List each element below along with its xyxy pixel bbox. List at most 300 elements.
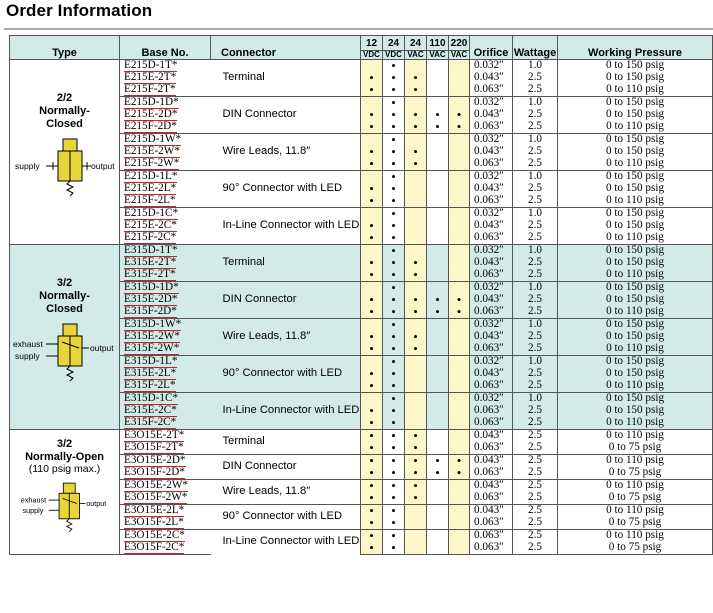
- voltage-dot-24vdc: •: [383, 97, 405, 110]
- col-unit-24vac: VAC: [405, 51, 427, 60]
- pressure-value: 0 to 150 psig: [558, 208, 713, 221]
- voltage-dot-24vac: •: [405, 306, 427, 319]
- col-header-24vdc: 24: [383, 36, 405, 51]
- voltage-empty-220vac: [449, 530, 470, 543]
- voltage-dot-24vdc: •: [383, 331, 405, 343]
- voltage-empty-24vac: [405, 134, 427, 147]
- voltage-dot-110vac: •: [427, 306, 449, 319]
- orifice-value: 0.063″: [470, 195, 513, 208]
- voltage-empty-12vdc: [361, 319, 383, 332]
- valve-schematic-icon: [13, 478, 117, 546]
- voltage-empty-220vac: [449, 171, 470, 184]
- orifice-value: 0.032″: [470, 97, 513, 110]
- orifice-value: 0.043″: [470, 109, 513, 121]
- type-line-2: Normally-: [39, 289, 90, 302]
- voltage-empty-110vac: [427, 442, 449, 455]
- voltage-dot-12vdc: •: [361, 542, 383, 555]
- voltage-empty-110vac: [427, 171, 449, 184]
- pressure-value: 0 to 150 psig: [558, 294, 713, 306]
- voltage-empty-24vac: [405, 195, 427, 208]
- col-header-type: Type: [10, 36, 120, 60]
- connector-cell: In-Line Connector with LED: [211, 393, 361, 430]
- connector-cell: DIN Connector: [211, 282, 361, 319]
- base-number: E3O15E-2W*: [120, 480, 211, 493]
- voltage-dot-24vac: •: [405, 430, 427, 443]
- col-header-24vac: 24: [405, 36, 427, 51]
- pressure-value: 0 to 150 psig: [558, 97, 713, 110]
- base-number: E315D-1L*: [120, 356, 211, 369]
- base-number: E3O15F-2W*: [120, 492, 211, 505]
- voltage-dot-12vdc: •: [361, 442, 383, 455]
- voltage-dot-12vdc: •: [361, 269, 383, 282]
- base-number: E315F-2T*: [120, 269, 211, 282]
- base-number: E215E-2D*: [124, 109, 178, 121]
- base-number: E215F-2T*: [120, 84, 211, 97]
- voltage-empty-24vac: [405, 245, 427, 258]
- voltage-empty-220vac: [449, 158, 470, 171]
- wattage-value: 2.5: [513, 480, 558, 493]
- voltage-empty-24vac: [405, 356, 427, 369]
- voltage-dot-24vdc: •: [383, 430, 405, 443]
- voltage-empty-110vac: [427, 480, 449, 493]
- orifice-value: 0.032″: [470, 60, 513, 73]
- voltage-empty-220vac: [449, 245, 470, 258]
- voltage-dot-24vdc: •: [383, 195, 405, 208]
- voltage-dot-220vac: •: [449, 109, 470, 121]
- voltage-empty-24vac: [405, 319, 427, 332]
- base-number: E315D-1T*: [120, 245, 211, 258]
- pressure-value: 0 to 110 psig: [558, 158, 713, 171]
- type-cell: [10, 245, 120, 430]
- voltage-dot-24vdc: •: [383, 480, 405, 493]
- base-number: E3O15E-2T*: [120, 430, 211, 443]
- voltage-dot-12vdc: •: [361, 417, 383, 430]
- base-number: E215F-2D*: [120, 121, 211, 134]
- type-line-2: Normally-Open: [25, 451, 104, 464]
- voltage-dot-24vac: •: [405, 269, 427, 282]
- wattage-value: 1.0: [513, 134, 558, 147]
- voltage-dot-12vdc: •: [361, 183, 383, 195]
- pressure-value: 0 to 75 psig: [558, 442, 713, 455]
- type-line-1: 2/2: [56, 91, 73, 104]
- voltage-empty-24vac: [405, 517, 427, 530]
- voltage-empty-24vac: [405, 220, 427, 232]
- pressure-value: 0 to 75 psig: [558, 542, 713, 555]
- wattage-value: 2.5: [513, 405, 558, 417]
- voltage-dot-24vdc: •: [383, 121, 405, 134]
- voltage-empty-24vac: [405, 183, 427, 195]
- voltage-dot-24vac: •: [405, 467, 427, 480]
- orifice-value: 0.043″: [470, 146, 513, 158]
- col-header-connector: Connector: [211, 36, 361, 60]
- wattage-value: 1.0: [513, 97, 558, 110]
- voltage-empty-220vac: [449, 72, 470, 84]
- voltage-empty-220vac: [449, 269, 470, 282]
- voltage-dot-220vac: •: [449, 455, 470, 468]
- orifice-value: 0.043″: [470, 257, 513, 269]
- voltage-dot-24vac: •: [405, 442, 427, 455]
- voltage-empty-110vac: [427, 517, 449, 530]
- voltage-dot-12vdc: •: [361, 232, 383, 245]
- voltage-dot-12vdc: •: [361, 158, 383, 171]
- orifice-value: 0.063″: [470, 158, 513, 171]
- orifice-value: 0.063″: [470, 121, 513, 134]
- voltage-dot-24vdc: •: [383, 72, 405, 84]
- pressure-value: 0 to 150 psig: [558, 109, 713, 121]
- base-number: E315E-2W*: [124, 331, 180, 343]
- pressure-value: 0 to 150 psig: [558, 146, 713, 158]
- pressure-value: 0 to 150 psig: [558, 356, 713, 369]
- table-row: [10, 60, 713, 73]
- orifice-value: 0.063″: [470, 530, 513, 543]
- voltage-dot-24vdc: •: [383, 294, 405, 306]
- voltage-dot-12vdc: •: [361, 109, 383, 121]
- exhaust-label: exhaust: [12, 338, 43, 349]
- voltage-empty-220vac: [449, 208, 470, 221]
- orifice-value: 0.063″: [470, 84, 513, 97]
- voltage-empty-220vac: [449, 356, 470, 369]
- type-line-2: Normally-: [39, 104, 90, 117]
- wattage-value: 2.5: [513, 195, 558, 208]
- pressure-value: 0 to 110 psig: [558, 269, 713, 282]
- pressure-value: 0 to 110 psig: [558, 306, 713, 319]
- voltage-dot-24vac: •: [405, 146, 427, 158]
- voltage-dot-110vac: •: [427, 109, 449, 121]
- wattage-value: 1.0: [513, 171, 558, 184]
- type-cell: [10, 430, 120, 555]
- voltage-dot-24vdc: •: [383, 442, 405, 455]
- connector-cell: In-Line Connector with LED: [211, 530, 361, 555]
- pressure-value: 0 to 110 psig: [558, 232, 713, 245]
- voltage-dot-24vdc: •: [383, 109, 405, 121]
- pressure-value: 0 to 110 psig: [558, 84, 713, 97]
- voltage-empty-110vac: [427, 208, 449, 221]
- wattage-value: 2.5: [513, 84, 558, 97]
- orifice-value: 0.043″: [470, 331, 513, 343]
- voltage-empty-110vac: [427, 542, 449, 555]
- base-number: E3O15E-2C*: [120, 530, 211, 543]
- orifice-value: 0.043″: [470, 505, 513, 518]
- orifice-value: 0.063″: [470, 405, 513, 417]
- voltage-empty-12vdc: [361, 393, 383, 406]
- orifice-value: 0.043″: [470, 480, 513, 493]
- voltage-dot-12vdc: •: [361, 220, 383, 232]
- orifice-value: 0.063″: [470, 232, 513, 245]
- pressure-value: 0 to 110 psig: [558, 430, 713, 443]
- wattage-value: 1.0: [513, 393, 558, 406]
- supply-label: supply: [22, 505, 43, 515]
- pressure-value: 0 to 110 psig: [558, 455, 713, 468]
- voltage-empty-110vac: [427, 72, 449, 84]
- col-header-12vdc: 12: [361, 36, 383, 51]
- pressure-value: 0 to 110 psig: [558, 380, 713, 393]
- pressure-value: 0 to 110 psig: [558, 417, 713, 430]
- voltage-empty-110vac: [427, 245, 449, 258]
- orifice-value: 0.063″: [470, 517, 513, 530]
- voltage-dot-24vac: •: [405, 331, 427, 343]
- voltage-dot-24vdc: •: [383, 220, 405, 232]
- voltage-dot-110vac: •: [427, 294, 449, 306]
- connector-cell: Terminal: [211, 245, 361, 282]
- voltage-dot-12vdc: •: [361, 343, 383, 356]
- wattage-value: 2.5: [513, 269, 558, 282]
- pressure-value: 0 to 110 psig: [558, 530, 713, 543]
- voltage-dot-24vdc: •: [383, 368, 405, 380]
- voltage-empty-24vac: [405, 417, 427, 430]
- pressure-value: 0 to 150 psig: [558, 331, 713, 343]
- orifice-value: 0.032″: [470, 393, 513, 406]
- voltage-empty-220vac: [449, 405, 470, 417]
- pressure-value: 0 to 75 psig: [558, 517, 713, 530]
- output-label: output: [85, 498, 106, 508]
- table-row: [10, 430, 713, 443]
- type-line-1: 3/2: [56, 438, 73, 451]
- base-number: E215E-2C*: [124, 220, 177, 232]
- voltage-empty-24vac: [405, 542, 427, 555]
- orifice-value: 0.063″: [470, 492, 513, 505]
- voltage-dot-12vdc: •: [361, 72, 383, 84]
- voltage-dot-24vdc: •: [383, 542, 405, 555]
- voltage-empty-12vdc: [361, 134, 383, 147]
- voltage-empty-110vac: [427, 146, 449, 158]
- voltage-empty-110vac: [427, 331, 449, 343]
- orifice-value: 0.063″: [470, 380, 513, 393]
- connector-cell: In-Line Connector with LED: [211, 208, 361, 245]
- pressure-value: 0 to 110 psig: [558, 121, 713, 134]
- col-header-base: Base No.: [120, 36, 211, 60]
- voltage-empty-110vac: [427, 195, 449, 208]
- output-label: output: [90, 160, 115, 171]
- connector-cell: Terminal: [211, 60, 361, 97]
- voltage-dot-110vac: •: [427, 467, 449, 480]
- voltage-empty-24vac: [405, 380, 427, 393]
- voltage-dot-12vdc: •: [361, 480, 383, 493]
- voltage-dot-12vdc: •: [361, 331, 383, 343]
- voltage-dot-24vdc: •: [383, 380, 405, 393]
- voltage-dot-24vdc: •: [383, 455, 405, 468]
- voltage-empty-24vac: [405, 393, 427, 406]
- voltage-empty-220vac: [449, 282, 470, 295]
- voltage-dot-12vdc: •: [361, 368, 383, 380]
- voltage-dot-12vdc: •: [361, 492, 383, 505]
- connector-cell: DIN Connector: [211, 97, 361, 134]
- voltage-empty-110vac: [427, 393, 449, 406]
- base-number: E315E-2L*: [124, 368, 177, 380]
- base-number: E315D-1W*: [120, 319, 211, 332]
- base-number: E315E-2C*: [124, 405, 177, 417]
- voltage-dot-24vdc: •: [383, 158, 405, 171]
- orifice-value: 0.063″: [470, 542, 513, 555]
- base-number: E215D-1L*: [120, 171, 211, 184]
- voltage-dot-24vac: •: [405, 294, 427, 306]
- voltage-dot-12vdc: •: [361, 306, 383, 319]
- orifice-value: 0.043″: [470, 455, 513, 468]
- voltage-dot-24vdc: •: [383, 257, 405, 269]
- valve-schematic-icon: [13, 133, 117, 213]
- voltage-dot-12vdc: •: [361, 380, 383, 393]
- voltage-dot-24vdc: •: [383, 245, 405, 258]
- orifice-value: 0.032″: [470, 134, 513, 147]
- type-line-1: 3/2: [56, 276, 73, 289]
- voltage-empty-110vac: [427, 417, 449, 430]
- voltage-empty-12vdc: [361, 245, 383, 258]
- type-line-3: Closed: [46, 302, 83, 315]
- valve-schematic-icon: [13, 318, 117, 398]
- voltage-dot-24vdc: •: [383, 356, 405, 369]
- voltage-empty-110vac: [427, 319, 449, 332]
- base-number: E315E-2D*: [124, 294, 178, 306]
- voltage-empty-110vac: [427, 269, 449, 282]
- voltage-dot-24vdc: •: [383, 343, 405, 356]
- voltage-empty-220vac: [449, 319, 470, 332]
- base-number: E215F-2L*: [120, 195, 211, 208]
- wattage-value: 2.5: [513, 232, 558, 245]
- voltage-empty-110vac: [427, 60, 449, 73]
- voltage-dot-12vdc: •: [361, 530, 383, 543]
- voltage-empty-110vac: [427, 380, 449, 393]
- voltage-empty-220vac: [449, 84, 470, 97]
- voltage-empty-110vac: [427, 282, 449, 295]
- voltage-dot-24vac: •: [405, 121, 427, 134]
- pressure-value: 0 to 150 psig: [558, 368, 713, 380]
- pressure-value: 0 to 150 psig: [558, 393, 713, 406]
- pressure-value: 0 to 150 psig: [558, 319, 713, 332]
- connector-cell: 90° Connector with LED: [211, 356, 361, 393]
- voltage-empty-220vac: [449, 505, 470, 518]
- col-header-orifice: Orifice: [470, 36, 513, 60]
- voltage-empty-110vac: [427, 84, 449, 97]
- voltage-dot-24vac: •: [405, 72, 427, 84]
- voltage-empty-24vac: [405, 97, 427, 110]
- voltage-empty-110vac: [427, 97, 449, 110]
- base-number: E315F-2W*: [120, 343, 211, 356]
- voltage-dot-12vdc: •: [361, 84, 383, 97]
- pressure-value: 0 to 110 psig: [558, 480, 713, 493]
- voltage-empty-220vac: [449, 146, 470, 158]
- orifice-value: 0.063″: [470, 343, 513, 356]
- voltage-dot-12vdc: •: [361, 294, 383, 306]
- title-rule: [4, 28, 713, 30]
- voltage-empty-220vac: [449, 417, 470, 430]
- orifice-value: 0.063″: [470, 306, 513, 319]
- type-line-3: Closed: [46, 117, 83, 130]
- voltage-empty-24vac: [405, 208, 427, 221]
- wattage-value: 2.5: [513, 492, 558, 505]
- voltage-empty-220vac: [449, 492, 470, 505]
- col-header-110vac: 110: [427, 36, 449, 51]
- orifice-value: 0.043″: [470, 72, 513, 84]
- voltage-empty-110vac: [427, 492, 449, 505]
- pressure-value: 0 to 75 psig: [558, 467, 713, 480]
- orifice-value: 0.063″: [470, 442, 513, 455]
- col-header-wattage: Wattage: [513, 36, 558, 60]
- voltage-empty-12vdc: [361, 60, 383, 73]
- voltage-empty-110vac: [427, 368, 449, 380]
- base-number: E3O15F-2C*: [120, 542, 211, 555]
- wattage-value: 2.5: [513, 542, 558, 555]
- voltage-dot-220vac: •: [449, 121, 470, 134]
- orifice-value: 0.043″: [470, 430, 513, 443]
- voltage-dot-24vac: •: [405, 257, 427, 269]
- voltage-empty-220vac: [449, 368, 470, 380]
- connector-cell: Wire Leads, 11.8″: [211, 319, 361, 356]
- exhaust-label: exhaust: [20, 495, 46, 505]
- wattage-value: 2.5: [513, 505, 558, 518]
- voltage-dot-24vdc: •: [383, 405, 405, 417]
- voltage-empty-220vac: [449, 60, 470, 73]
- wattage-value: 1.0: [513, 208, 558, 221]
- voltage-empty-110vac: [427, 343, 449, 356]
- voltage-empty-12vdc: [361, 282, 383, 295]
- voltage-dot-12vdc: •: [361, 257, 383, 269]
- wattage-value: 1.0: [513, 319, 558, 332]
- supply-label: supply: [14, 160, 40, 171]
- voltage-empty-220vac: [449, 393, 470, 406]
- voltage-empty-220vac: [449, 220, 470, 232]
- voltage-dot-24vac: •: [405, 343, 427, 356]
- connector-cell: 90° Connector with LED: [211, 505, 361, 530]
- wattage-value: 2.5: [513, 368, 558, 380]
- voltage-empty-110vac: [427, 530, 449, 543]
- voltage-dot-24vdc: •: [383, 269, 405, 282]
- voltage-dot-24vdc: •: [383, 84, 405, 97]
- voltage-dot-12vdc: •: [361, 121, 383, 134]
- voltage-dot-12vdc: •: [361, 146, 383, 158]
- base-number: E3O15F-2L*: [120, 517, 211, 530]
- base-number: E315F-2C*: [120, 417, 211, 430]
- orifice-value: 0.032″: [470, 171, 513, 184]
- orifice-value: 0.032″: [470, 319, 513, 332]
- base-number: E3O15E-2L*: [120, 505, 211, 518]
- page-title: Order Information: [6, 1, 153, 20]
- wattage-value: 2.5: [513, 380, 558, 393]
- voltage-dot-24vac: •: [405, 492, 427, 505]
- output-label: output: [89, 342, 114, 353]
- pressure-value: 0 to 150 psig: [558, 405, 713, 417]
- voltage-dot-220vac: •: [449, 306, 470, 319]
- col-header-220vac: 220: [449, 36, 470, 51]
- wattage-value: 2.5: [513, 306, 558, 319]
- voltage-empty-24vac: [405, 368, 427, 380]
- wattage-value: 2.5: [513, 109, 558, 121]
- wattage-value: 1.0: [513, 356, 558, 369]
- orifice-value: 0.063″: [470, 417, 513, 430]
- voltage-dot-220vac: •: [449, 294, 470, 306]
- pressure-value: 0 to 110 psig: [558, 195, 713, 208]
- voltage-empty-220vac: [449, 542, 470, 555]
- base-number: E315F-2L*: [120, 380, 211, 393]
- voltage-empty-220vac: [449, 517, 470, 530]
- base-number: E215E-2W*: [124, 146, 180, 158]
- base-number: E315D-1C*: [120, 393, 211, 406]
- voltage-dot-110vac: •: [427, 455, 449, 468]
- wattage-value: 2.5: [513, 517, 558, 530]
- base-number: E315D-1D*: [120, 282, 211, 295]
- pressure-value: 0 to 150 psig: [558, 282, 713, 295]
- wattage-value: 2.5: [513, 467, 558, 480]
- voltage-dot-24vdc: •: [383, 467, 405, 480]
- base-number: E215F-2W*: [120, 158, 211, 171]
- voltage-empty-110vac: [427, 405, 449, 417]
- pressure-value: 0 to 150 psig: [558, 183, 713, 195]
- voltage-empty-12vdc: [361, 356, 383, 369]
- voltage-dot-12vdc: •: [361, 517, 383, 530]
- voltage-empty-12vdc: [361, 97, 383, 110]
- voltage-dot-12vdc: •: [361, 505, 383, 518]
- voltage-empty-110vac: [427, 134, 449, 147]
- base-number: E215F-2C*: [120, 232, 211, 245]
- pressure-value: 0 to 150 psig: [558, 245, 713, 258]
